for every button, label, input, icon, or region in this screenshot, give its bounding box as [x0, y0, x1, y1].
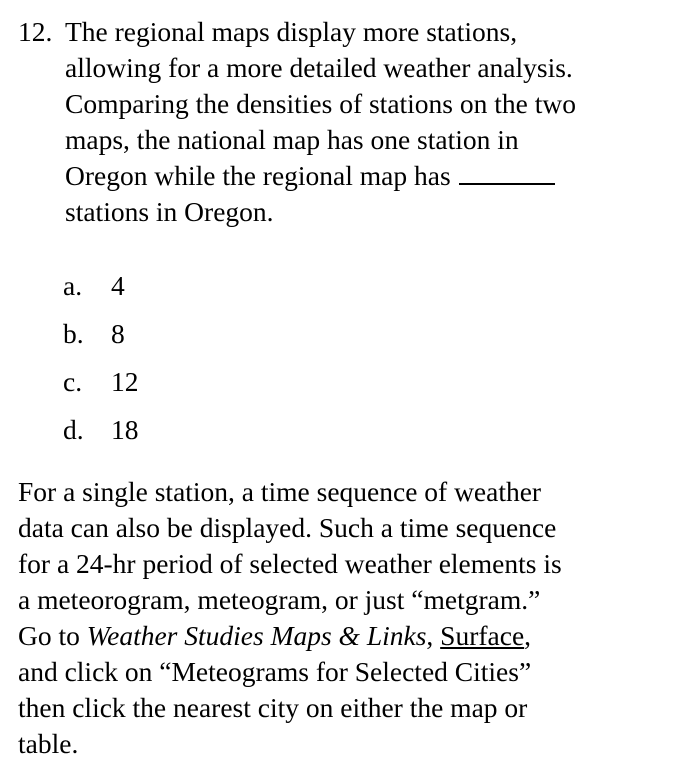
weather-studies-title: Weather Studies Maps & Links — [86, 620, 427, 651]
question-line: stations in Oregon. — [65, 196, 274, 227]
option-letter: d. — [63, 414, 84, 445]
paragraph-text: , — [524, 620, 532, 651]
option-letter: a. — [63, 270, 83, 301]
option-a — [63, 262, 139, 310]
question-line: maps, the national map has one station in — [65, 124, 519, 155]
paragraph-line: For a single station, a time sequence of weather — [18, 476, 542, 507]
paragraph-line: for a 24-hr period of selected weather elements is — [18, 548, 562, 579]
question-line: Oregon while the regional map has — [65, 160, 451, 191]
answer-options — [63, 262, 139, 454]
paragraph-line: a meteorogram, meteogram, or just “metgram.” — [18, 584, 541, 615]
paragraph-line: data can also be displayed. Such a time sequence — [18, 512, 557, 543]
paragraph-line: table. — [18, 728, 79, 759]
option-d — [63, 406, 139, 454]
option-value: 12 — [111, 366, 139, 397]
question-text — [65, 14, 668, 230]
question-line: Comparing the densities of stations on the two — [65, 88, 576, 119]
paragraph-line — [18, 618, 668, 654]
question-12 — [18, 14, 668, 230]
option-b — [63, 310, 139, 358]
surface-link[interactable]: Surface — [440, 620, 525, 651]
option-letter: c. — [63, 366, 83, 397]
option-value: 4 — [111, 270, 125, 301]
question-line: The regional maps display more stations, — [65, 16, 518, 47]
question-number: 12. — [18, 16, 53, 47]
paragraph-text: , — [426, 620, 441, 651]
option-letter: b. — [63, 318, 84, 349]
question-line-with-blank — [65, 158, 668, 194]
question-line: allowing for a more detailed weather analysis. — [65, 52, 573, 83]
instruction-paragraph — [18, 474, 668, 762]
option-value: 8 — [111, 318, 125, 349]
option-value: 18 — [111, 414, 139, 445]
paragraph-line: and click on “Meteograms for Selected Cities” — [18, 656, 532, 687]
option-c — [63, 358, 139, 406]
paragraph-text: Go to — [18, 620, 87, 651]
answer-blank — [459, 161, 555, 185]
paragraph-line: then click the nearest city on either the map or — [18, 692, 528, 723]
